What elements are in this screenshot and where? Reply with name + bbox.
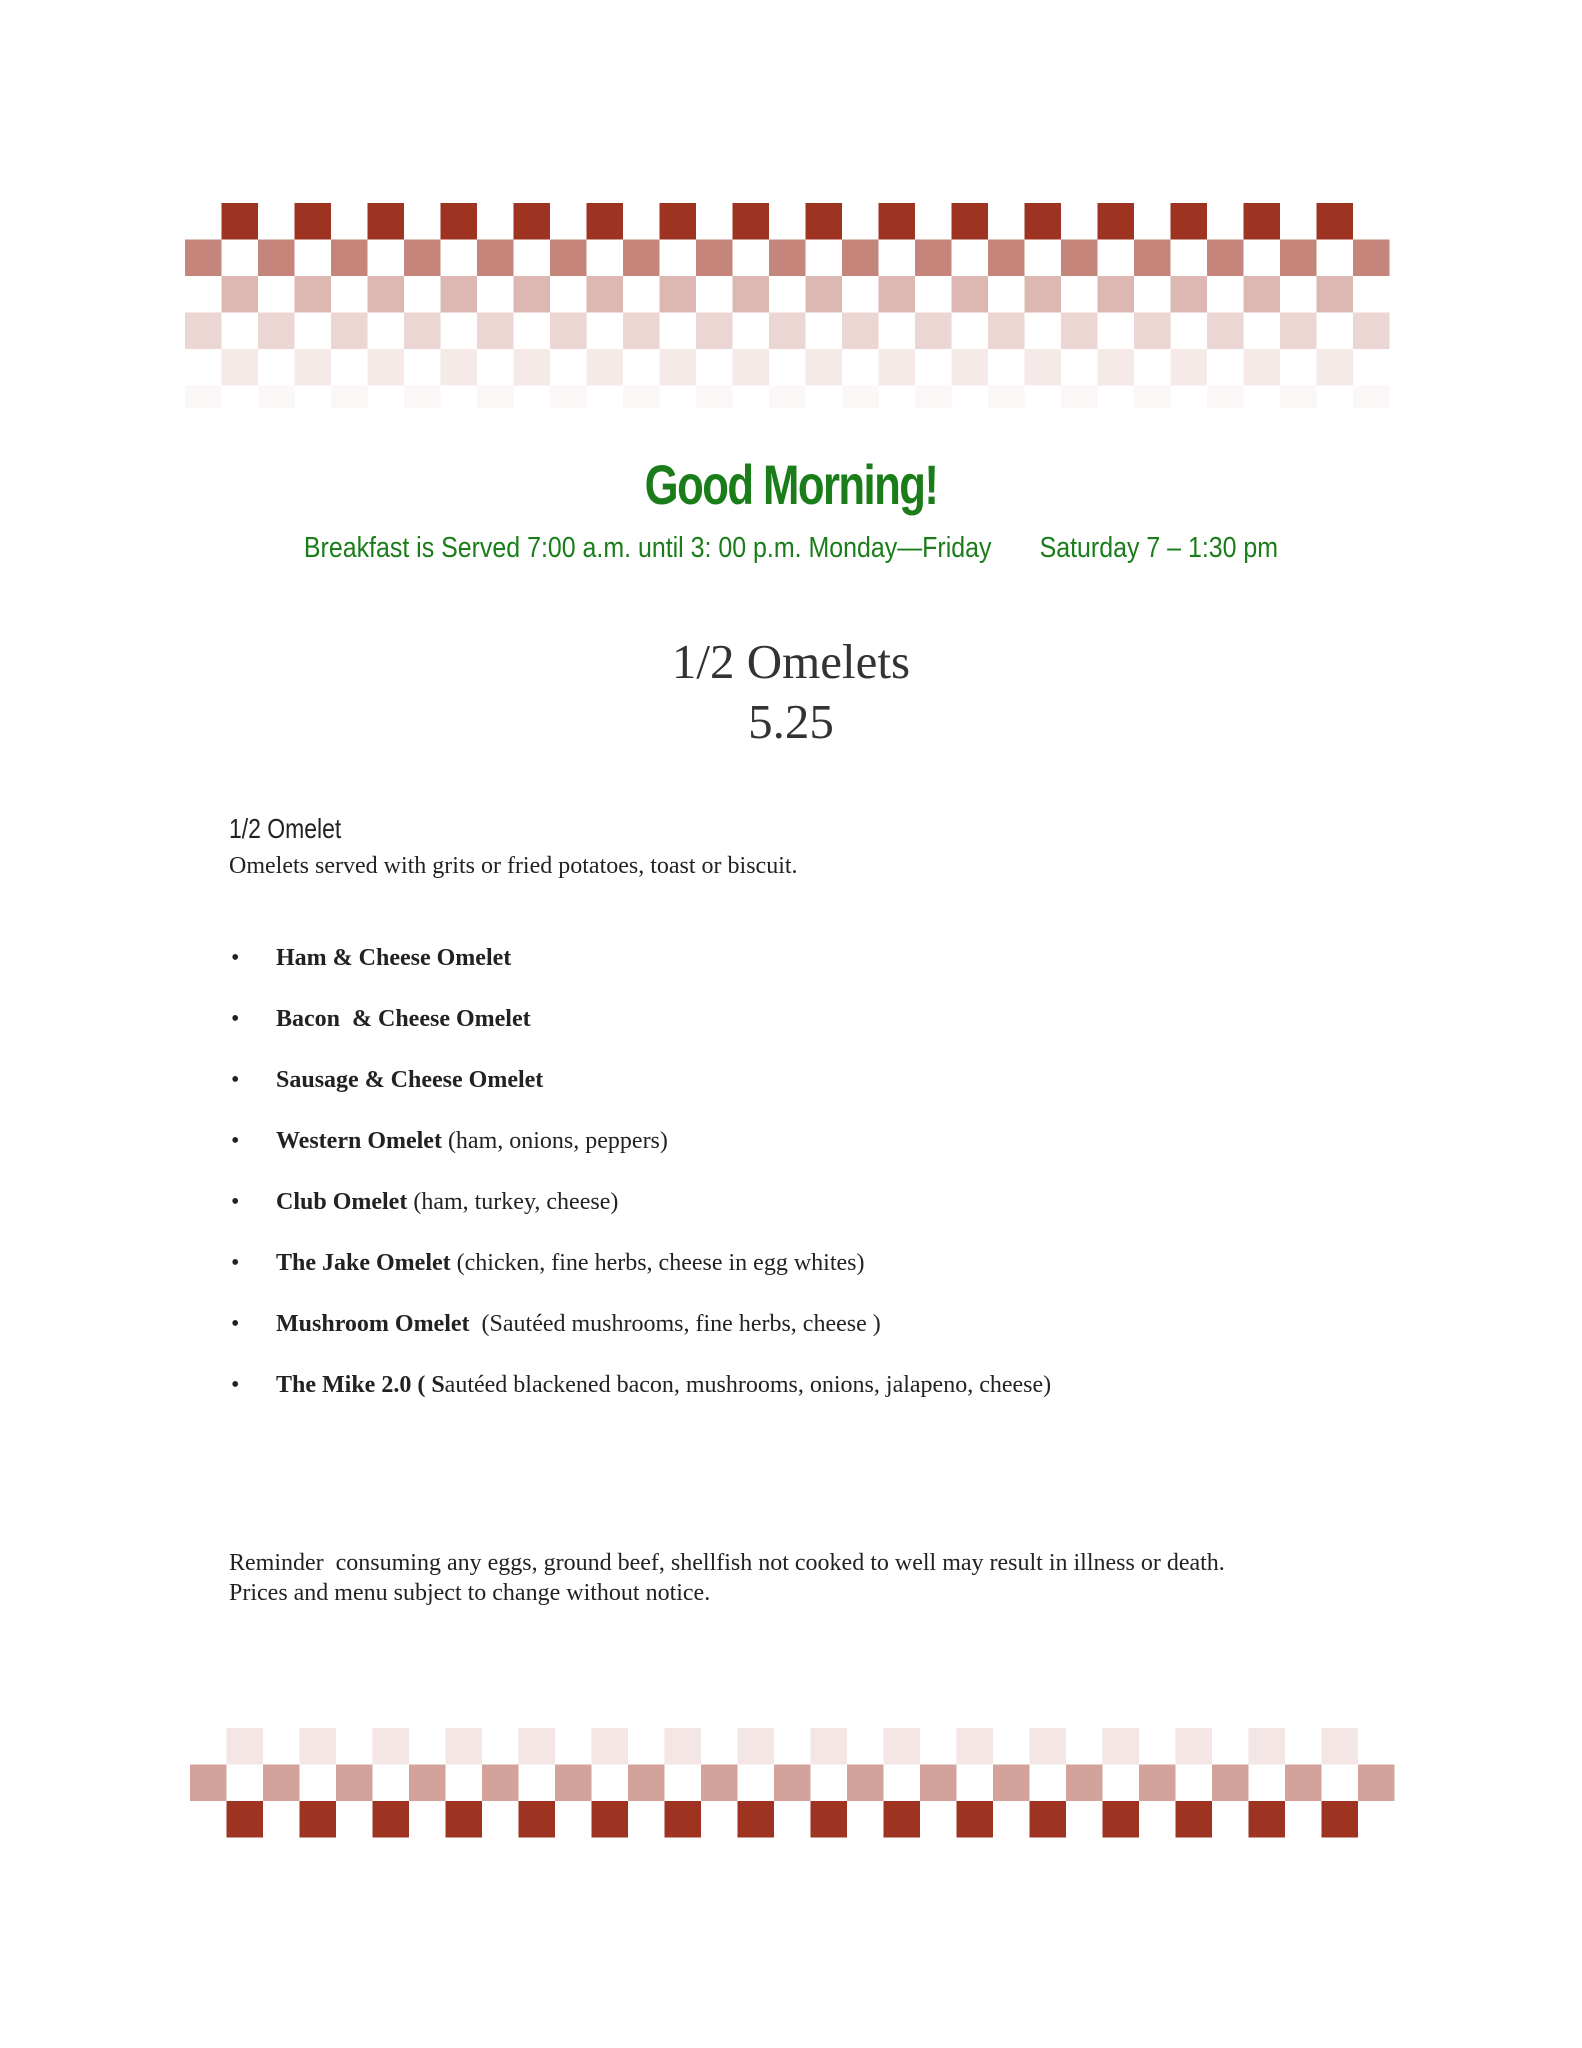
checkered-border-top [185, 203, 1390, 408]
section-title: 1/2 Omelets [671, 634, 911, 689]
checker-square [587, 349, 624, 386]
checker-square [587, 203, 624, 240]
checker-square [477, 313, 514, 350]
breakfast-hours [111, 532, 1472, 565]
item-detail: (ham, turkey, cheese) [407, 1189, 619, 1215]
checker-square [404, 313, 441, 350]
checker-square [1353, 386, 1390, 409]
subsection-heading: 1/2 Omelet [229, 813, 342, 844]
checker-square [774, 1765, 811, 1802]
checkered-border-bottom [190, 1728, 1395, 1853]
checker-square [1171, 349, 1208, 386]
checker-square [446, 1801, 483, 1838]
checker-square [696, 386, 733, 409]
checker-square [1249, 1801, 1286, 1838]
checker-square [514, 349, 551, 386]
checker-square [915, 313, 952, 350]
checker-square [811, 1801, 848, 1838]
checker-square [331, 386, 368, 409]
checker-square [952, 203, 989, 240]
checker-square [514, 203, 551, 240]
checker-square [1317, 276, 1354, 313]
checker-square [879, 349, 916, 386]
checker-square [1244, 276, 1281, 313]
checker-square [847, 1765, 884, 1802]
checker-square [988, 240, 1025, 277]
checker-square [628, 1765, 665, 1802]
menu-item [229, 1186, 1379, 1247]
checker-square [993, 1765, 1030, 1802]
checker-square [660, 203, 697, 240]
checker-square [373, 1728, 410, 1765]
checker-square [1212, 1765, 1249, 1802]
item-detail: (ham, onions, peppers) [441, 1128, 668, 1154]
bullet-icon: • [231, 1311, 240, 1337]
checker-square [884, 1728, 921, 1765]
checker-square [331, 313, 368, 350]
bullet-icon: • [231, 1128, 240, 1154]
checker-square [806, 349, 843, 386]
checker-square [1322, 1801, 1359, 1838]
checker-square [227, 1728, 264, 1765]
checker-square [842, 240, 879, 277]
checker-square [1134, 240, 1171, 277]
checker-square [190, 1765, 227, 1802]
checker-square [1134, 386, 1171, 409]
checker-square [404, 386, 441, 409]
checker-square [733, 349, 770, 386]
checker-square [295, 276, 332, 313]
item-name: Mushroom Omelet [276, 1311, 470, 1337]
footer-notice [229, 1548, 1429, 1608]
checker-square [738, 1728, 775, 1765]
menu-item [229, 1369, 1379, 1430]
checker-square [1176, 1801, 1213, 1838]
checker-square [295, 349, 332, 386]
checker-square [957, 1801, 994, 1838]
checker-square [1098, 203, 1135, 240]
section-heading [0, 632, 1582, 752]
checker-square [1025, 203, 1062, 240]
checker-square [295, 203, 332, 240]
checker-square [1244, 203, 1281, 240]
checker-square [1207, 386, 1244, 409]
section-price: 5.25 [748, 694, 834, 749]
item-detail: (Sautéed mushrooms, fine herbs, cheese ) [469, 1311, 881, 1337]
menu-item [229, 1064, 1379, 1125]
checker-square [879, 203, 916, 240]
bullet-icon: • [231, 1250, 240, 1276]
checker-square [660, 276, 697, 313]
checker-square [222, 203, 259, 240]
bullet-icon: • [231, 1067, 240, 1093]
checker-square [1244, 349, 1281, 386]
checker-square [258, 240, 295, 277]
checker-square [665, 1728, 702, 1765]
checker-square [1280, 386, 1317, 409]
checker-square [733, 203, 770, 240]
checker-square [769, 240, 806, 277]
checker-square [1358, 1765, 1395, 1802]
checker-square [519, 1801, 556, 1838]
checker-square [1139, 1765, 1176, 1802]
checker-square [519, 1728, 556, 1765]
checker-square [1030, 1801, 1067, 1838]
checker-square [514, 276, 551, 313]
checker-square [1025, 276, 1062, 313]
checker-square [592, 1801, 629, 1838]
item-name: The Mike 2.0 ( S [276, 1372, 445, 1398]
checker-square [441, 203, 478, 240]
checker-square [482, 1765, 519, 1802]
subsection-description: Omelets served with grits or fried potatoes, toast or biscuit. [229, 853, 798, 879]
checker-square [1103, 1801, 1140, 1838]
checker-square [1280, 313, 1317, 350]
checker-square [769, 313, 806, 350]
checker-square [1317, 349, 1354, 386]
checker-square [1176, 1728, 1213, 1765]
checker-square [1171, 276, 1208, 313]
checker-square [1280, 240, 1317, 277]
checker-square [1353, 240, 1390, 277]
checker-square [555, 1765, 592, 1802]
bullet-icon: • [231, 1372, 240, 1398]
omelet-list [229, 942, 1379, 1430]
item-detail: (chicken, fine herbs, cheese in egg whites) [450, 1250, 865, 1276]
checker-square [373, 1801, 410, 1838]
checker-square [1061, 240, 1098, 277]
menu-item [229, 1247, 1379, 1308]
checker-square [915, 240, 952, 277]
checker-square [623, 386, 660, 409]
bullet-icon: • [231, 945, 240, 971]
checker-square [441, 349, 478, 386]
checkered-pattern-bottom [190, 1728, 1395, 1853]
checker-square [222, 349, 259, 386]
checker-square [477, 240, 514, 277]
checker-square [1353, 313, 1390, 350]
checker-square [957, 1728, 994, 1765]
checker-square [587, 276, 624, 313]
checker-square [446, 1728, 483, 1765]
checker-square [806, 203, 843, 240]
health-reminder: Reminder consuming any eggs, ground beef, shellfish not cooked to well may result in illness or death. [229, 1550, 1225, 1576]
checker-square [1317, 203, 1354, 240]
checker-square [404, 240, 441, 277]
checker-square [879, 276, 916, 313]
checker-square [988, 313, 1025, 350]
checker-square [1207, 313, 1244, 350]
checkered-pattern-top [185, 203, 1390, 408]
checker-square [1207, 240, 1244, 277]
checker-square [263, 1765, 300, 1802]
checker-square [1098, 276, 1135, 313]
checker-square [550, 240, 587, 277]
checker-square [258, 386, 295, 409]
checker-square [1134, 313, 1171, 350]
checker-square [952, 349, 989, 386]
checker-square [300, 1801, 337, 1838]
checker-square [1066, 1765, 1103, 1802]
item-name: Bacon & Cheese Omelet [276, 1006, 531, 1032]
bullet-icon: • [231, 1189, 240, 1215]
checker-square [368, 203, 405, 240]
checker-square [1098, 349, 1135, 386]
greeting-title: Good Morning! [644, 453, 938, 516]
saturday-hours: Saturday 7 – 1:30 pm [1039, 532, 1279, 564]
checker-square [769, 386, 806, 409]
checker-square [1025, 349, 1062, 386]
checker-square [1103, 1728, 1140, 1765]
checker-square [696, 240, 733, 277]
checker-square [222, 276, 259, 313]
checker-square [623, 240, 660, 277]
checker-square [884, 1801, 921, 1838]
checker-square [336, 1765, 373, 1802]
checker-square [806, 276, 843, 313]
checker-square [300, 1728, 337, 1765]
item-name: Ham & Cheese Omelet [276, 945, 512, 971]
price-notice: Prices and menu subject to change without notice. [229, 1580, 711, 1606]
checker-square [1061, 313, 1098, 350]
checker-square [1030, 1728, 1067, 1765]
checker-square [185, 386, 222, 409]
checker-square [920, 1765, 957, 1802]
checker-square [1285, 1765, 1322, 1802]
checker-square [952, 276, 989, 313]
checker-square [623, 313, 660, 350]
weekday-hours: Breakfast is Served 7:00 a.m. until 3: 00 p.m. Monday—Friday [303, 532, 992, 564]
checker-square [185, 313, 222, 350]
checker-square [842, 313, 879, 350]
item-detail: autéed blackened bacon, mushrooms, onions, jalapeno, cheese) [444, 1372, 1052, 1398]
checker-square [733, 276, 770, 313]
checker-square [368, 276, 405, 313]
checker-square [477, 386, 514, 409]
checker-square [665, 1801, 702, 1838]
checker-square [258, 313, 295, 350]
checker-square [368, 349, 405, 386]
checker-square [550, 313, 587, 350]
checker-square [915, 386, 952, 409]
checker-square [550, 386, 587, 409]
checker-square [441, 276, 478, 313]
checker-square [1061, 386, 1098, 409]
item-name: The Jake Omelet [276, 1250, 451, 1276]
menu-item [229, 1308, 1379, 1369]
checker-square [331, 240, 368, 277]
menu-item [229, 942, 1379, 1003]
checker-square [409, 1765, 446, 1802]
checker-square [592, 1728, 629, 1765]
menu-item [229, 1125, 1379, 1186]
checker-square [185, 240, 222, 277]
checker-square [988, 386, 1025, 409]
checker-square [701, 1765, 738, 1802]
item-name: Western Omelet [276, 1128, 442, 1154]
bullet-icon: • [231, 1006, 240, 1032]
checker-square [738, 1801, 775, 1838]
checker-square [696, 313, 733, 350]
item-name: Club Omelet [276, 1189, 408, 1215]
checker-square [660, 349, 697, 386]
checker-square [811, 1728, 848, 1765]
item-name: Sausage & Cheese Omelet [276, 1067, 544, 1093]
checker-square [1249, 1728, 1286, 1765]
menu-item [229, 1003, 1379, 1064]
checker-square [1322, 1728, 1359, 1765]
checker-square [227, 1801, 264, 1838]
checker-square [842, 386, 879, 409]
checker-square [1171, 203, 1208, 240]
